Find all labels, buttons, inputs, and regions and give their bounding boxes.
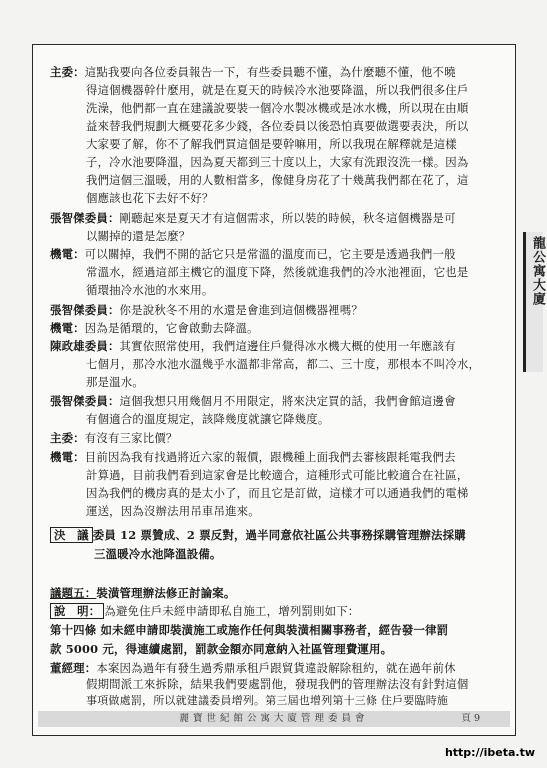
minutes-line: 計算過，目前我們看到這家會是比較適合，這種形式可能比較適合在社區， — [86, 468, 469, 482]
agenda-article-line-2: 款 5000 元，得連續處罰，罰款金額亦同意納入社區管理費運用。 — [50, 642, 393, 656]
side-tab — [523, 232, 543, 372]
minutes-line: 循環抽冷水池的水來用。 — [86, 283, 214, 297]
minutes-line: 機電：因為是循環的，它會啟動去降溫。 — [50, 321, 259, 335]
minutes-line: 陳政雄委員：其實依照常使用，我們這邊住戶覺得冰水機大概的使用一年應該有 — [50, 339, 456, 353]
minutes-line: 那是溫水。 — [86, 375, 144, 389]
page-footer — [38, 711, 510, 727]
agenda-title: 議題五：裝潢管理辦法修正討論案。 — [50, 586, 236, 600]
minutes-line: 子，冷水池要降溫，因為夏天都到三十度以上，大家有洗跟沒洗一樣。因為 — [86, 155, 469, 169]
minutes-line: 有個適合的溫度規定，該降幾度就讓它降幾度。 — [86, 412, 330, 426]
minutes-line: 運送，因為沒辦法用吊車吊進來。 — [86, 504, 260, 518]
minutes-line: 以關掉的還是怎麼？ — [86, 229, 191, 243]
agenda-description: 說 明： 為避免住戶未經申請即私自施工，增列罰則如下： — [50, 603, 496, 621]
minutes-line: 大家要了解，你不了解我們買這個是要幹嘛用，所以我現在解釋就是這樣 — [86, 137, 457, 151]
minutes-line: 機電：目前因為我有找過將近六家的報價，跟機種上面我們去審核跟耗電我們去 — [50, 450, 456, 464]
minutes-line: 得這個機器幹什麼用，就是在夏天的時候冷水池要降溫，所以我們很多住戶 — [86, 83, 469, 97]
resolution-label: 決 議 — [50, 527, 93, 543]
side-tab-label: 龍公寓大廈 — [530, 236, 545, 306]
minutes-line: 個應該也花下去好不好？ — [86, 191, 214, 205]
minutes-line: 常溫水，經過這部主機它的溫度下降，然後就進我們的冷水池裡面，它也是 — [86, 265, 469, 279]
minutes-line: 七個月，那冷水池水溫幾乎水溫都非常高，都二、三十度，那根本不叫冷水， — [86, 357, 481, 371]
page-number: 頁 9 — [461, 713, 480, 724]
minutes-line: 假期間派工來拆除，結果我們要處罰他，發現我們的管理辦法沒有針對這個 — [86, 677, 469, 691]
minutes-line: 我們這個三溫暖，用的人數相當多，像健身房花了十幾萬我們都在花了，這 — [86, 173, 469, 187]
watermark-url: http://ibeta.tw — [444, 746, 535, 759]
minutes-line: 張智傑委員：這個我想只用幾個月不用限定，將來決定買的話，我們會館這邊會 — [50, 394, 456, 408]
minutes-line: 張智傑委員：你是說秋冬不用的水還是會進到這個機器裡嗎？ — [50, 303, 363, 317]
minutes-line: 益來替我們規劃大概要花多少錢，各位委員以後恐怕真要做選要表決，所以 — [86, 119, 469, 133]
minutes-line: 機電：可以關掉，我們不開的話它只是常溫的溫度而已，它主要是透過我們一般 — [50, 247, 456, 261]
minutes-line: 主委：有沒有三家比價？ — [50, 431, 178, 445]
footer-organization: 麗寶世紀館公寓大廈管理委員會 — [179, 713, 369, 724]
resolution-line-1: 決 議 委員 12 票贊成、2 票反對，過半同意依社區公共事務採購管理辦法採購 — [50, 527, 496, 545]
minutes-line: 主委：這點我要向各位委員報告一下，有些委員聽不懂，為什麼聽不懂，他不曉 — [50, 65, 456, 79]
minutes-line: 洗澡，他們都一直在建議說要裝一個冷水製冰機或是冰水機，所以現在由順 — [86, 101, 469, 115]
minutes-line: 因為我們的機房真的是太小了，而且它是訂做，這樣才可以通過我們的電梯 — [86, 486, 469, 500]
agenda-article-line-1: 第十四條 如未經申請即裝潢施工或施作任何與裝潢相關事務者，經告發一律罰 — [50, 623, 449, 637]
minutes-line: 事項做處罰，所以就建議委員增列。第三屆也增列第十三條 住戶要臨時施 — [86, 694, 449, 707]
minutes-line: 董經理：本案因為過年有發生過秀鼎承租戶跟貿貨違設解除租約，就在過年前休 — [50, 661, 456, 675]
minutes-line: 張智傑委員：剛聽起來是夏天才有這個需求，所以裝的時候，秋冬這個機器是可 — [50, 211, 456, 225]
resolution-line-2: 三溫暖冷水池降溫設備。 — [94, 547, 222, 561]
